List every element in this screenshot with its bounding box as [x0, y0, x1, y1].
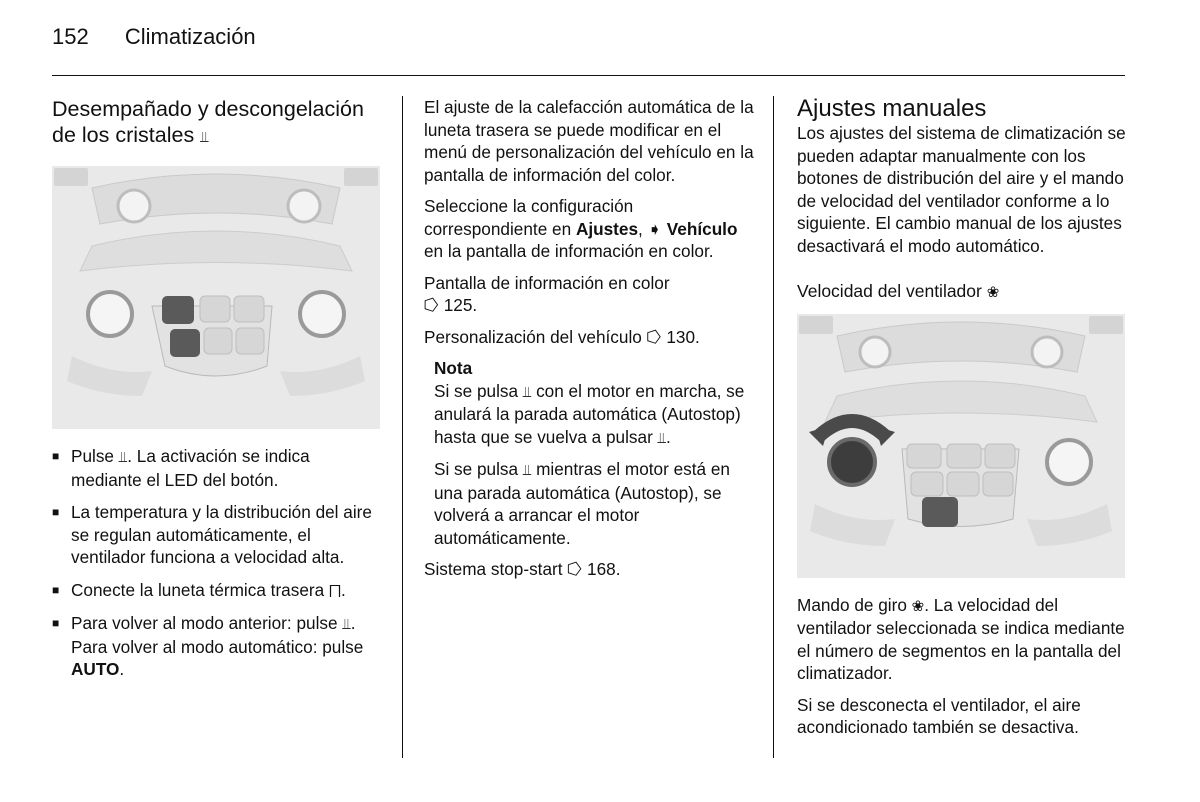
cross-reference: Pantalla de información en color ⭔ 125.: [424, 272, 670, 315]
note-box: [424, 357, 756, 549]
section-heading-manual: Ajustes manuales: [797, 95, 987, 122]
arrow-ref-icon: ⭔: [567, 559, 583, 579]
list-item-text: Pulse: [71, 446, 119, 466]
note-paragraph: Si se pulsa ⫫ con el motor en marcha, se anulará la parada automática (Autostop) hasta que se vuelva a pulsar ⫫.: [434, 380, 745, 447]
auto-button-label: AUTO: [71, 659, 120, 679]
note-paragraph: Si se pulsa ⫫ mientras el motor está en una parada automática (Autostop), se volverá a arrancar el motor automáticamente.: [434, 459, 730, 548]
paragraph: Si se desconecta el ventilador, el aire acondicionado también se desactiva.: [797, 694, 1081, 737]
fan-icon: ❀: [911, 596, 925, 615]
list-item-text: .: [340, 579, 346, 600]
fan-icon: ❀: [986, 283, 1000, 301]
note-title: Nota: [434, 358, 473, 378]
instruction-list: [52, 445, 382, 681]
list-item-text: La temperatura y la distribución del aire se regulan automáticamente, el ventilador funciona a velocidad alta.: [71, 502, 372, 567]
column-2: [424, 96, 756, 590]
triangle-arrow-icon: ➧: [647, 218, 662, 239]
windscreen-defrost-icon: ⫫: [200, 128, 209, 146]
page-number: 152: [52, 24, 89, 49]
menu-ajustes: Ajustes: [575, 218, 639, 239]
windscreen-defrost-icon: ⫫: [342, 615, 351, 633]
list-item: [52, 445, 382, 491]
paragraph: Los ajustes del sistema de climatización se pueden adaptar manualmente con los botones de distribución del aire y el mando de velocidad del ventilador conforme a lo siguiente. El cambio manual de los ajustes desactivará el modo automático.: [797, 123, 1126, 256]
page-ref: 168.: [587, 559, 621, 579]
figure-climate-panel-1: [52, 166, 380, 429]
list-item-text: Conecte la luneta térmica trasera: [71, 579, 329, 600]
page-header: [52, 24, 256, 50]
column-1: [52, 96, 382, 691]
figure-climate-panel-2: [797, 314, 1125, 578]
arrow-ref-icon: ⭔: [424, 295, 439, 315]
windscreen-defrost-icon: ⫫: [118, 448, 128, 466]
list-item-text: Para volver al modo anterior: pulse: [71, 613, 343, 633]
list-item: [52, 579, 382, 603]
paragraph: Seleccione la configuración correspondiente en Ajustes, ➧ Vehículo en la pantalla de información en color.: [424, 196, 738, 261]
section-heading-defrost: [52, 96, 382, 150]
section-heading-text: Desempañado y descongelación de los cristales: [52, 97, 364, 147]
column-3: [797, 96, 1127, 748]
arrow-ref-icon: ⭔: [646, 326, 662, 347]
subheading-text: Velocidad del ventilador: [797, 281, 982, 301]
cross-reference: Sistema stop-start ⭔ 168.: [424, 559, 621, 579]
list-item-text: . Para volver al modo automático: pulse: [71, 613, 364, 657]
paragraph: El ajuste de la calefacción automática de la luneta trasera se puede modificar en el menú de personalización del vehículo en la pantalla de información del color.: [424, 97, 754, 185]
list-item-text: . La activación se indica mediante el LED del botón.: [71, 446, 310, 490]
paragraph: Mando de giro ❀. La velocidad del ventilador seleccionada se indica mediante el número de segmentos en la pantalla del climatizador.: [797, 594, 1125, 683]
windscreen-defrost-icon: ⫫: [657, 428, 667, 447]
list-item: [52, 612, 382, 681]
windscreen-defrost-icon: ⫫: [522, 461, 532, 479]
list-item: [52, 501, 382, 569]
page-ref: 125.: [443, 295, 478, 315]
windscreen-defrost-icon: ⫫: [522, 382, 532, 401]
list-item-text: .: [119, 659, 125, 679]
menu-vehiculo: Vehículo: [666, 218, 738, 239]
page-title: Climatización: [124, 24, 256, 49]
cross-reference: Personalización del vehículo ⭔ 130.: [424, 326, 700, 347]
header-rule: [52, 75, 1125, 76]
rear-window-heater-icon: ⨅: [328, 581, 341, 600]
column-divider-1: [402, 96, 403, 758]
page-ref: 130.: [666, 326, 700, 347]
subheading-fan-speed: [797, 280, 1127, 304]
column-divider-2: [773, 96, 774, 758]
